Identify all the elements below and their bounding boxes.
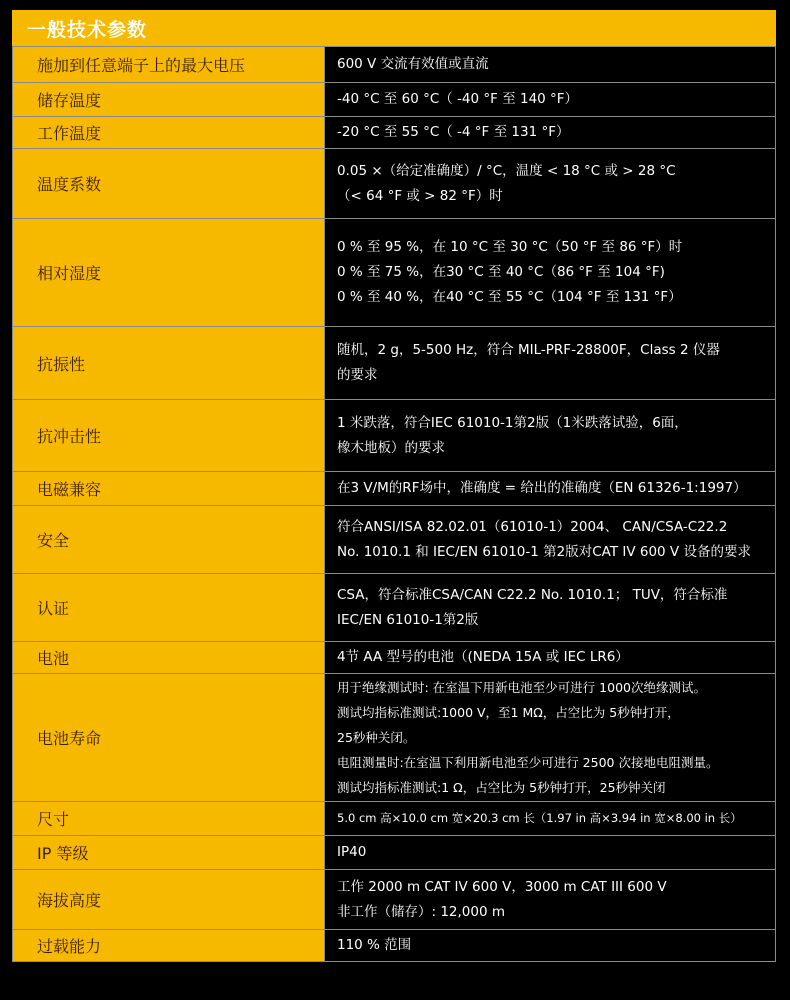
spec-value-line: 0 % 至 40 %，在40 °C 至 55 °C（104 °F 至 131 °F） <box>337 289 682 305</box>
spec-value <box>325 870 776 930</box>
spec-label: 过载能力 <box>13 930 325 962</box>
spec-label: 电池 <box>13 642 325 674</box>
spec-value-line: 4节 AA 型号的电池（(NEDA 15A 或 IEC LR6） <box>337 649 629 665</box>
spec-row-emc <box>13 472 776 506</box>
section-title: 一般技术参数 <box>27 18 148 41</box>
spec-row-vibration <box>13 327 776 400</box>
spec-row-ip-rating <box>13 836 776 870</box>
spec-row-certification <box>13 574 776 642</box>
spec-value-line: 非工作（储存）: 12,000 m <box>337 903 506 920</box>
spec-label: 相对湿度 <box>13 219 325 327</box>
spec-row-storage-temp <box>13 83 776 117</box>
spec-value-line: 25秒种关闭。 <box>337 730 416 745</box>
spec-value <box>325 327 776 400</box>
spec-value <box>325 117 776 149</box>
spec-value-line: IEC/EN 61010-1第2版 <box>337 611 479 628</box>
spec-value <box>325 47 776 83</box>
spec-value-line: IP40 <box>337 844 367 860</box>
spec-value-line: 电阻测量时:在室温下利用新电池至少可进行 2500 次接地电阻测量。 <box>337 755 719 770</box>
spec-value <box>325 642 776 674</box>
spec-table <box>12 46 776 962</box>
spec-row-battery <box>13 642 776 674</box>
spec-row-battery-life <box>13 674 776 802</box>
spec-value-line: 0 % 至 95 %，在 10 °C 至 30 °C（50 °F 至 86 °F）时 <box>337 239 683 255</box>
spec-row-temp-coefficient <box>13 149 776 219</box>
spec-value <box>325 674 776 802</box>
spec-row-operating-temp <box>13 117 776 149</box>
title-bar <box>12 10 776 46</box>
spec-value-line: 工作 2000 m CAT IV 600 V，3000 m CAT III 600 V <box>337 878 667 895</box>
spec-label: 电磁兼容 <box>13 472 325 506</box>
spec-value-line: No. 1010.1 和 IEC/EN 61010-1 第2版对CAT IV 600 V 设备的要求 <box>337 543 751 560</box>
spec-label: 尺寸 <box>13 802 325 836</box>
spec-value-line: 在3 V/M的RF场中，准确度 = 给出的准确度（EN 61326-1:1997） <box>337 480 747 496</box>
spec-row-max-voltage <box>13 47 776 83</box>
spec-row-overload <box>13 930 776 962</box>
spec-label: 安全 <box>13 506 325 574</box>
spec-label: 认证 <box>13 574 325 642</box>
spec-value <box>325 219 776 327</box>
spec-label: 海拔高度 <box>13 870 325 930</box>
spec-value-line: 测试均指标准测试:1000 V，至1 MΩ，占空比为 5秒钟打开， <box>337 705 680 720</box>
spec-label: 抗振性 <box>13 327 325 400</box>
spec-label: 施加到任意端子上的最大电压 <box>13 47 325 83</box>
spec-row-relative-humidity <box>13 219 776 327</box>
spec-value <box>325 400 776 472</box>
spec-value-line: 符合ANSI/ISA 82.02.01（61010-1）2004、 CAN/CSA-C22.2 <box>337 518 728 535</box>
spec-label: 储存温度 <box>13 83 325 117</box>
spec-label: 温度系数 <box>13 149 325 219</box>
spec-label: 抗冲击性 <box>13 400 325 472</box>
spec-value-line: 随机，2 g，5-500 Hz，符合 MIL-PRF-28800F，Class 2 仪器 <box>337 342 720 358</box>
spec-value-line: 0 % 至 75 %，在30 °C 至 40 °C（86 °F 至 104 °F) <box>337 264 665 280</box>
spec-value-line: 测试均指标准测试:1 Ω，占空比为 5秒钟打开，25秒钟关闭 <box>337 780 666 795</box>
spec-label: 工作温度 <box>13 117 325 149</box>
spec-label: IP 等级 <box>13 836 325 870</box>
spec-value-line: 0.05 ×（给定准确度）/ °C，温度 < 18 °C 或 > 28 °C <box>337 162 676 179</box>
spec-row-safety <box>13 506 776 574</box>
spec-value <box>325 930 776 962</box>
spec-value <box>325 574 776 642</box>
spec-row-dimensions <box>13 802 776 836</box>
spec-sheet <box>12 10 776 962</box>
spec-value <box>325 836 776 870</box>
spec-value-line: 110 % 范围 <box>337 937 412 953</box>
spec-value-line: 1 米跌落，符合IEC 61010-1第2版（1米跌落试验，6面， <box>337 414 688 431</box>
spec-value-line: -40 °C 至 60 °C（ -40 °F 至 140 °F） <box>337 91 579 107</box>
spec-value-line: 600 V 交流有效值或直流 <box>337 56 489 72</box>
spec-value-line: 橡木地板）的要求 <box>337 439 445 456</box>
spec-value-line: （< 64 °F 或 > 82 °F）时 <box>337 187 503 204</box>
spec-row-shock <box>13 400 776 472</box>
spec-label: 电池寿命 <box>13 674 325 802</box>
spec-value-line: 的要求 <box>337 367 378 383</box>
spec-row-altitude <box>13 870 776 930</box>
spec-value-line: -20 °C 至 55 °C（ -4 °F 至 131 °F） <box>337 124 570 140</box>
spec-value <box>325 802 776 836</box>
spec-value-line: 用于绝缘测试时: 在室温下用新电池至少可进行 1000次绝缘测试。 <box>337 680 706 695</box>
spec-value <box>325 83 776 117</box>
spec-value-line: 5.0 cm 高×10.0 cm 宽×20.3 cm 长（1.97 in 高×3.94 in 宽×8.00 in 长） <box>337 811 742 825</box>
spec-value <box>325 472 776 506</box>
spec-value <box>325 506 776 574</box>
spec-value-line: CSA，符合标准CSA/CAN C22.2 No. 1010.1； TUV，符合标准 <box>337 586 728 603</box>
spec-value <box>325 149 776 219</box>
